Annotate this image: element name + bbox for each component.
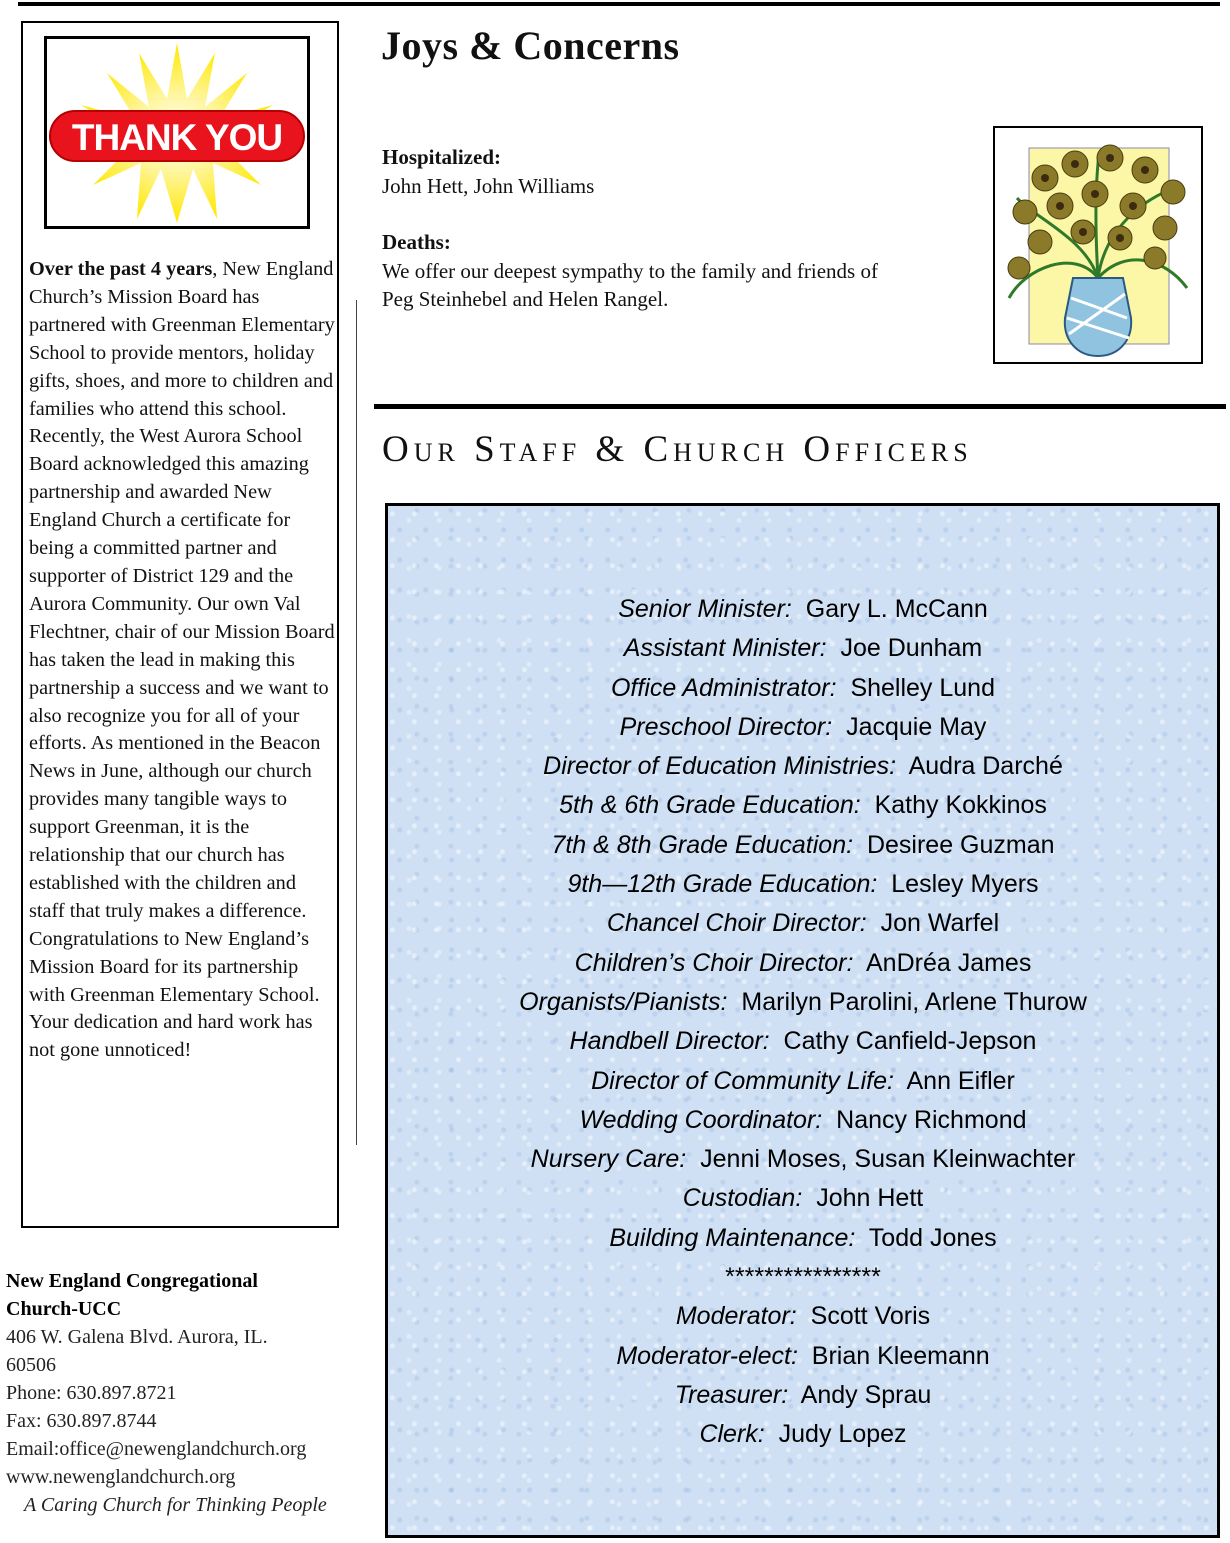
staff-row: Organists/Pianists: Marilyn Parolini, Arlene Thurow <box>519 987 1087 1016</box>
deaths-text-line1: We offer our deepest sympathy to the family and friends of <box>382 258 878 283</box>
flower-vase-image <box>993 126 1203 364</box>
staff-row: Director of Community Life: Ann Eifler <box>591 1066 1015 1095</box>
column-divider <box>356 300 357 1145</box>
section-rule <box>374 404 1226 409</box>
staff-row: 5th & 6th Grade Education: Kathy Kokkinos <box>559 791 1047 820</box>
sidebar-body: , New England Church’s Mission Board has partnered with Greenman Elementary School to provide mentors, holiday gifts, shoes, and more to children and families who attend this school. Recently, the West Aurora School Board acknowledged this amazing partnership and awarded New England Church a certificate for being a committed partner and supporter of District 129 and the Aurora Community. Our own Val Flechtner, chair of our Mission Board has taken the lead in making this partnership a success and we want to also recognize you for all of your efforts. As mentioned in the Beacon News in June, although our church provides many tangible ways to support Greenman, it is the relationship that our church has established with the children and staff that truly makes a difference. Congratulations to New England’s Mission Board for its partnership with Greenman Elementary School. Your dedication and hard work has not gone unnoticed! <box>29 258 335 1062</box>
flower-vase-icon <box>995 128 1201 362</box>
deaths-label: Deaths: <box>382 230 451 254</box>
staff-row: Nursery Care: Jenni Moses, Susan Kleinwachter <box>530 1145 1076 1174</box>
officer-row: Moderator: Scott Voris <box>675 1302 931 1331</box>
address-line1: 406 W. Galena Blvd. Aurora, IL. <box>6 1326 268 1348</box>
contact-block <box>6 1267 376 1519</box>
staff-separator: **************** <box>725 1263 881 1292</box>
org-name-line2: Church-UCC <box>6 1298 122 1320</box>
staff-row: Assistant Minister: Joe Dunham <box>623 634 983 663</box>
address-line2: 60506 <box>6 1354 56 1376</box>
thank-you-image <box>44 36 310 229</box>
staff-row: Wedding Coordinator: Nancy Richmond <box>579 1105 1027 1134</box>
joys-concerns-block <box>382 143 982 314</box>
tagline: A Caring Church for Thinking People <box>24 1494 327 1516</box>
officer-row: Treasurer: Andy Sprau <box>674 1380 932 1409</box>
phone: Phone: 630.897.8721 <box>6 1382 177 1404</box>
website[interactable]: www.newenglandchurch.org <box>6 1466 236 1488</box>
officer-row: Clerk: Judy Lopez <box>699 1420 907 1449</box>
staff-list <box>388 590 1218 1455</box>
sunburst-icon <box>47 39 307 226</box>
joys-title: Joys & Concerns <box>381 23 680 68</box>
top-rule <box>18 2 1220 6</box>
staff-row: 7th & 8th Grade Education: Desiree Guzman <box>551 830 1055 859</box>
hospitalized-label: Hospitalized: <box>382 145 501 169</box>
fax: Fax: 630.897.8744 <box>6 1410 157 1432</box>
sidebar-intro: Over the past 4 years <box>29 258 213 280</box>
sidebar-article <box>29 256 335 1065</box>
staff-row: Senior Minister: Gary L. McCann <box>618 595 988 623</box>
staff-row: Building Maintenance: Todd Jones <box>609 1223 997 1252</box>
staff-row: Chancel Choir Director: Jon Warfel <box>606 909 1000 938</box>
staff-row: Director of Education Ministries: Audra Darché <box>543 752 1063 781</box>
staff-row: Office Administrator: Shelley Lund <box>610 673 995 702</box>
deaths-text-line2: Peg Steinhebel and Helen Rangel. <box>382 287 669 311</box>
staff-row: 9th—12th Grade Education: Lesley Myers <box>567 870 1039 899</box>
staff-row: Preschool Director: Jacquie May <box>619 712 987 741</box>
officer-row: Moderator-elect: Brian Kleemann <box>616 1341 990 1370</box>
badge-text: THANK YOU <box>71 117 283 158</box>
email[interactable]: Email:office@newenglandchurch.org <box>6 1438 307 1460</box>
org-name-line1: New England Congregational <box>6 1270 258 1292</box>
staff-title: Our Staff & Church Officers <box>382 429 973 470</box>
staff-row: Children’s Choir Director: AnDréa James <box>574 948 1032 977</box>
staff-row: Handbell Director: Cathy Canfield-Jepson <box>569 1027 1037 1056</box>
staff-row: Custodian: John Hett <box>682 1184 924 1213</box>
hospitalized-text: John Hett, John Williams <box>382 173 595 198</box>
